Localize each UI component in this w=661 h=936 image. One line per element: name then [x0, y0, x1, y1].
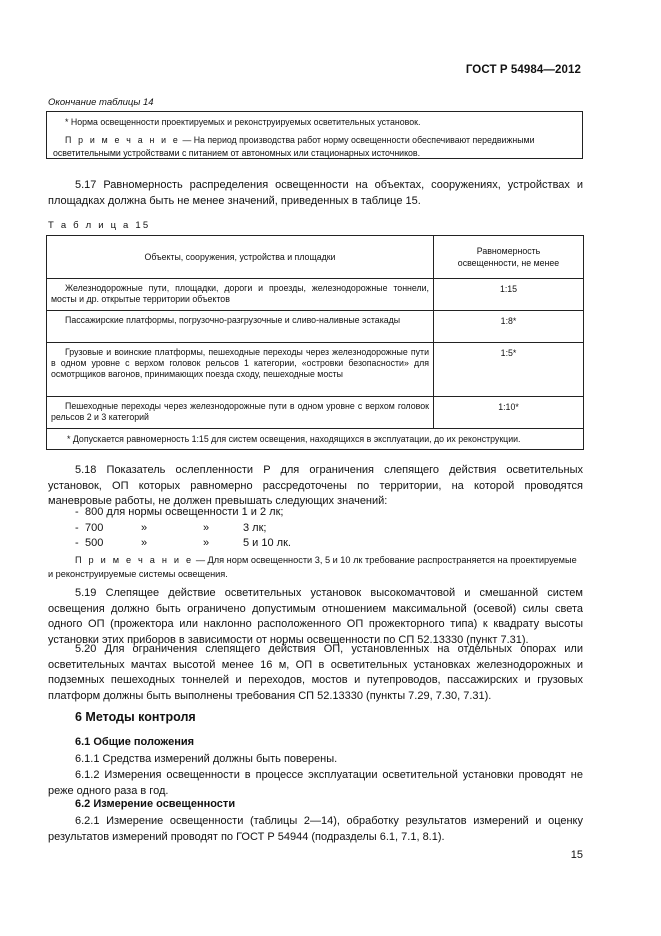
paragraph-5-19: 5.19 Слепящее действие осветительных установок высокомачтовой и смешанной систем освещения должно быть ограничено допустимым отношением максимальной (осевой) силы света одного ОП (прожектора или наклонно расположенного ОП прожекторного типа) к квадрату высоты установки этих приборов в зависимости от нормы освещенности по СП 52.13330 (пункт 7.31). — [48, 587, 583, 646]
table-header-row — [47, 236, 584, 279]
cell-value: 1:8* — [500, 316, 517, 326]
list-item: - 500 » » 5 и 10 лк. — [75, 537, 291, 549]
paragraph-6-1-2: 6.1.2 Измерения освещенности в процессе эксплуатации осветительной установки проводят не реже одного раза в год. — [48, 769, 583, 797]
note-label: П р и м е ч а н и е — [65, 135, 181, 145]
table15-footnote: * Допускается равномерность 1:15 для систем освещения, находящихся в эксплуатации, до их реконструкции. — [47, 429, 584, 450]
cell-object: Пассажирские платформы, погрузочно-разгрузочные и сливо-наливные эстакады — [65, 315, 401, 325]
limits-list — [75, 505, 375, 552]
note-5-18: П р и м е ч а н и е — Для норм освещенности 3, 5 и 10 лк требование распространяется на проектируемые и реконструируемые системы освещения. — [48, 555, 577, 579]
cell-value: 1:15 — [499, 284, 518, 294]
table-continuation-caption: Окончание таблицы 14 — [48, 97, 154, 108]
paragraph-6-1-1: 6.1.1 Средства измерений должны быть поверены. — [75, 753, 338, 765]
table-row — [47, 343, 584, 397]
list-item: - 800 для нормы освещенности 1 и 2 лк; — [75, 506, 284, 518]
paragraph-5-18: 5.18 Показатель ослепленности P для ограничения слепящего действия осветительных установок, ОП которых равномерно рассредоточены по территории, на которой проводятся маневровые работы, не должен превышать следующих значений: — [48, 464, 583, 507]
table14-end-box — [46, 111, 583, 159]
page-number: 15 — [570, 849, 583, 861]
paragraph-5-17: 5.17 Равномерность распределения освещенности на объектах, сооружениях, устройствах и площадках должна быть не менее значений, приведенных в таблице 15. — [48, 179, 583, 207]
table-row — [47, 397, 584, 429]
cell-value: 1:5* — [500, 348, 517, 358]
list-item: - 700 » » 3 лк; — [75, 521, 267, 534]
table15-caption: Т а б л и ц а 15 — [48, 220, 151, 231]
table14-footnote: * Норма освещенности проектируемых и реконструируемых осветительных установок. — [65, 117, 421, 127]
subsection-6-2-heading: 6.2 Измерение освещенности — [75, 798, 236, 810]
table-footnote-row — [47, 429, 584, 450]
table-row — [47, 311, 584, 343]
paragraph-6-2-1: 6.2.1 Измерение освещенности (таблицы 2—14), обработку результатов измерений и оценку результатов измерений проводят по ГОСТ Р 54944 (подразделы 6.1, 7.1, 8.1). — [48, 815, 583, 843]
document-header: ГОСТ Р 54984—2012 — [465, 64, 581, 76]
table-row — [47, 279, 584, 311]
paragraph-5-20: 5.20 Для ограничения слепящего действия ОП, установленных на отдельных опорах или осветительных мачтах высотой менее 16 м, ОП в осветительных установках железнодорожных и подземных пешеходных тоннелей и переходов, мостов и путепроводов, пассажирских и грузовых платформ должны быть выполнены требования СП 52.13330 (пункты 7.29, 7.30, 7.31). — [48, 643, 583, 702]
header-objects: Объекты, сооружения, устройства и площадки — [47, 236, 434, 279]
header-uniformity: Равномерность освещенности, не менее — [434, 236, 584, 279]
note-text: — На период производства работ норму освещенности обеспечивают передвижными осветительными устройствами с питанием от автономных или стационарных источников. — [53, 135, 535, 158]
cell-value: 1:10* — [498, 402, 519, 412]
cell-object: Грузовые и воинские платформы, пешеходные переходы через железнодорожные пути в одном уровне с верхом головок рельсов 1 категории, «островки безопасности» для осмотрщиков вагонов, принимающих поезда сходу, пешеходные мосты — [51, 347, 429, 380]
section-6-heading: 6 Методы контроля — [75, 710, 196, 724]
table-15 — [46, 235, 584, 450]
cell-object: Железнодорожные пути, площадки, дороги и проезды, железнодорожные тоннели, мосты и др. открытые территории объектов — [51, 283, 429, 305]
subsection-6-1-heading: 6.1 Общие положения — [75, 736, 195, 748]
table14-note — [53, 134, 576, 159]
cell-object: Пешеходные переходы через железнодорожные пути в одном уровне с верхом головок рельсов 2 и 3 категорий — [51, 401, 429, 423]
